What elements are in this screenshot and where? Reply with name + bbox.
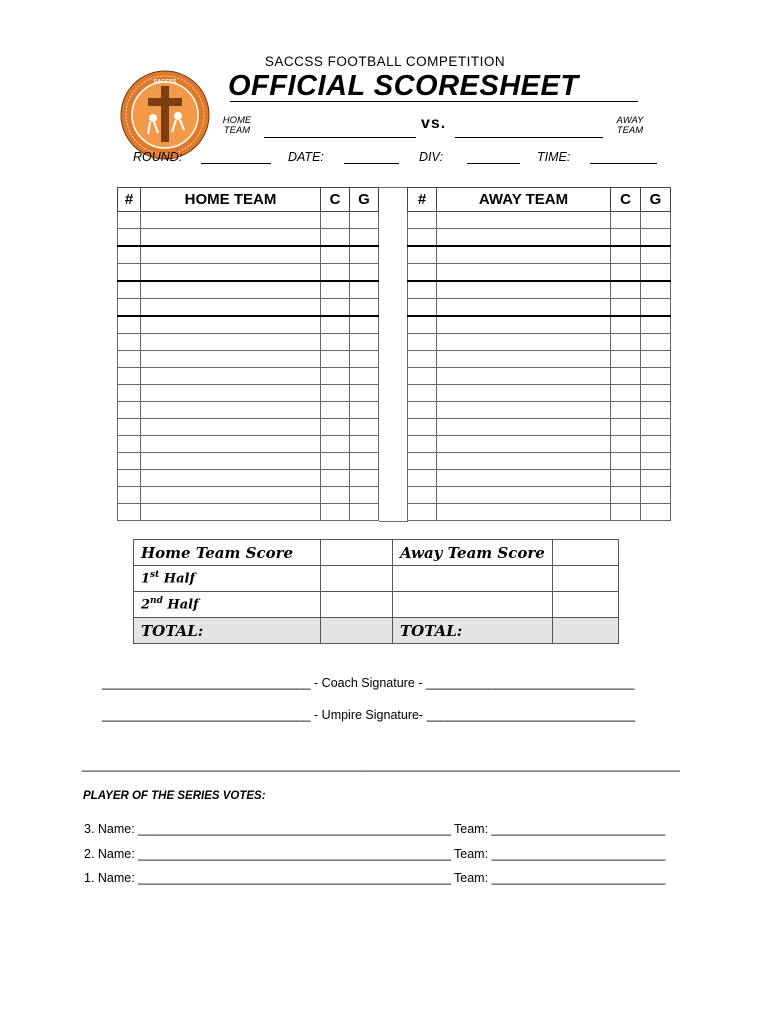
vote-team-2[interactable]: Team: _________________________ <box>454 847 666 861</box>
away-roster-row <box>408 385 671 402</box>
away-number-cell[interactable] <box>408 368 437 385</box>
away-roster-table <box>407 187 671 521</box>
home-total-cell[interactable] <box>321 618 393 644</box>
home-player-cell[interactable] <box>141 212 321 229</box>
table-divider-gap <box>379 187 408 522</box>
away-player-cell[interactable] <box>437 487 611 504</box>
home-score-header: Home Team Score <box>134 540 321 566</box>
home-roster-row <box>118 436 379 453</box>
away-player-cell[interactable] <box>437 351 611 368</box>
home-c-cell[interactable] <box>321 385 350 402</box>
second-half-suffix: nd <box>150 596 163 607</box>
home-roster-row <box>118 385 379 402</box>
home-player-cell[interactable] <box>141 246 321 264</box>
div-label: DIV: <box>419 150 444 164</box>
home-total-label: TOTAL: <box>134 618 321 644</box>
away-number-cell[interactable] <box>408 264 437 282</box>
home-player-cell[interactable] <box>141 402 321 419</box>
home-second-half-cell[interactable] <box>321 592 393 618</box>
home-roster-row <box>118 402 379 419</box>
home-g-cell[interactable] <box>350 487 379 504</box>
round-label: ROUND: <box>133 150 183 164</box>
home-number-cell[interactable] <box>118 246 141 264</box>
home-c-cell[interactable] <box>321 334 350 351</box>
away-g-cell[interactable] <box>641 504 671 521</box>
home-c-cell[interactable] <box>321 246 350 264</box>
home-roster-row <box>118 212 379 229</box>
home-g-cell[interactable] <box>350 229 379 247</box>
second-half-word: Half <box>162 597 199 613</box>
home-c-cell[interactable] <box>321 351 350 368</box>
away-c-cell[interactable] <box>611 368 641 385</box>
home-player-cell[interactable] <box>141 229 321 247</box>
home-roster-row <box>118 281 379 299</box>
away-roster-row <box>408 487 671 504</box>
saccss-logo <box>120 70 210 160</box>
away-number-cell[interactable] <box>408 487 437 504</box>
home-c-cell[interactable] <box>321 470 350 487</box>
away-c-cell[interactable] <box>611 246 641 264</box>
home-roster-table <box>117 187 379 521</box>
home-player-cell[interactable] <box>141 281 321 299</box>
away-c-cell[interactable] <box>611 487 641 504</box>
home-c-cell[interactable] <box>321 436 350 453</box>
home-g-cell[interactable] <box>350 419 379 436</box>
away-c-cell[interactable] <box>611 229 641 247</box>
away-roster-row <box>408 402 671 419</box>
home-number-cell[interactable] <box>118 470 141 487</box>
away-roster-row <box>408 470 671 487</box>
home-g-cell[interactable] <box>350 385 379 402</box>
home-number-cell[interactable] <box>118 334 141 351</box>
home-g-cell[interactable] <box>350 368 379 385</box>
home-c-cell[interactable] <box>321 402 350 419</box>
home-number-cell[interactable] <box>118 316 141 334</box>
away-number-cell[interactable] <box>408 385 437 402</box>
page-title: OFFICIAL SCORESHEET <box>228 70 579 102</box>
home-c-cell[interactable] <box>321 212 350 229</box>
away-c-cell[interactable] <box>611 281 641 299</box>
away-number-cell[interactable] <box>408 229 437 247</box>
home-player-cell[interactable] <box>141 351 321 368</box>
away-g-cell[interactable] <box>641 436 671 453</box>
away-player-cell[interactable] <box>437 229 611 247</box>
away-c-cell[interactable] <box>611 212 641 229</box>
home-g-cell[interactable] <box>350 402 379 419</box>
away-roster-row <box>408 453 671 470</box>
away-c-cell[interactable] <box>611 385 641 402</box>
home-c-cell[interactable] <box>321 229 350 247</box>
home-score-cell[interactable] <box>321 540 393 566</box>
home-number-header: # <box>118 188 141 212</box>
home-player-cell[interactable] <box>141 316 321 334</box>
home-team-header: HOME TEAM <box>141 188 321 212</box>
away-score-header: Away Team Score <box>393 540 553 566</box>
first-half-label <box>134 566 321 592</box>
time-label: TIME: <box>537 150 571 164</box>
votes-title: PLAYER OF THE SERIES VOTES: <box>83 790 266 802</box>
away-player-cell[interactable] <box>437 402 611 419</box>
away-second-half-cell[interactable] <box>553 592 619 618</box>
home-g-cell[interactable] <box>350 453 379 470</box>
home-player-cell[interactable] <box>141 385 321 402</box>
away-c-cell[interactable] <box>611 470 641 487</box>
away-roster-row <box>408 212 671 229</box>
vs-label: vs. <box>421 115 447 132</box>
away-c-cell[interactable] <box>611 334 641 351</box>
home-roster-row <box>118 487 379 504</box>
away-total-label: TOTAL: <box>393 618 553 644</box>
home-team-line[interactable] <box>264 137 416 138</box>
away-roster-row <box>408 229 671 247</box>
second-half-label <box>134 592 321 618</box>
first-half-number: 1 <box>141 571 151 587</box>
away-roster-row <box>408 419 671 436</box>
vote-name-2[interactable]: 2. Name: _____________________________________________ <box>84 847 452 861</box>
home-roster-row <box>118 368 379 385</box>
away-team-header: AWAY TEAM <box>437 188 611 212</box>
date-field[interactable] <box>344 163 399 164</box>
away-g-cell[interactable] <box>641 402 671 419</box>
home-number-cell[interactable] <box>118 264 141 282</box>
away-roster-row <box>408 264 671 282</box>
vote-team-1[interactable]: Team: _________________________ <box>454 871 666 885</box>
away-g-cell[interactable] <box>641 264 671 282</box>
away-roster-row <box>408 368 671 385</box>
home-g-cell[interactable] <box>350 299 379 317</box>
home-team-caption: HOME TEAM <box>222 115 252 136</box>
away-roster-row <box>408 316 671 334</box>
away-number-cell[interactable] <box>408 281 437 299</box>
away-roster-row <box>408 246 671 264</box>
home-player-cell[interactable] <box>141 504 321 521</box>
away-player-cell[interactable] <box>437 436 611 453</box>
away-player-cell[interactable] <box>437 453 611 470</box>
away-g-cell[interactable] <box>641 453 671 470</box>
away-g-cell[interactable] <box>641 212 671 229</box>
competition-name: SACCSS FOOTBALL COMPETITION <box>264 54 506 69</box>
home-roster-row <box>118 334 379 351</box>
first-half-word: Half <box>159 571 196 587</box>
umpire-signature-line[interactable]: ______________________________ - Umpire Signature- ______________________________ <box>102 708 636 722</box>
away-c-cell[interactable] <box>611 402 641 419</box>
home-g-cell[interactable] <box>350 264 379 282</box>
home-player-cell[interactable] <box>141 470 321 487</box>
away-g-cell[interactable] <box>641 470 671 487</box>
home-player-cell[interactable] <box>141 453 321 470</box>
away-player-cell[interactable] <box>437 316 611 334</box>
away-g-cell[interactable] <box>641 419 671 436</box>
away-c-cell[interactable] <box>611 351 641 368</box>
away-roster-row <box>408 334 671 351</box>
away-c-cell[interactable] <box>611 316 641 334</box>
away-g-cell[interactable] <box>641 316 671 334</box>
home-number-cell[interactable] <box>118 281 141 299</box>
home-g-cell[interactable] <box>350 436 379 453</box>
home-c-cell[interactable] <box>321 419 350 436</box>
away-g-cell[interactable] <box>641 368 671 385</box>
home-number-cell[interactable] <box>118 453 141 470</box>
away-number-cell[interactable] <box>408 402 437 419</box>
away-player-cell[interactable] <box>437 368 611 385</box>
away-g-cell[interactable] <box>641 246 671 264</box>
vote-team-3[interactable]: Team: _________________________ <box>454 822 666 836</box>
away-first-half-label <box>393 566 553 592</box>
home-number-cell[interactable] <box>118 368 141 385</box>
away-g-cell[interactable] <box>641 487 671 504</box>
home-roster-row <box>118 419 379 436</box>
home-c-header: C <box>321 188 350 212</box>
away-g-cell[interactable] <box>641 281 671 299</box>
away-number-cell[interactable] <box>408 419 437 436</box>
home-g-cell[interactable] <box>350 351 379 368</box>
away-number-cell[interactable] <box>408 470 437 487</box>
away-number-cell[interactable] <box>408 316 437 334</box>
away-number-cell[interactable] <box>408 504 437 521</box>
away-total-cell[interactable] <box>553 618 619 644</box>
logo-text: SACCSS <box>153 79 177 85</box>
away-c-cell[interactable] <box>611 419 641 436</box>
away-c-header: C <box>611 188 641 212</box>
away-g-cell[interactable] <box>641 351 671 368</box>
home-player-cell[interactable] <box>141 334 321 351</box>
away-player-cell[interactable] <box>437 504 611 521</box>
away-number-cell[interactable] <box>408 453 437 470</box>
away-player-cell[interactable] <box>437 334 611 351</box>
home-number-cell[interactable] <box>118 419 141 436</box>
home-roster-row <box>118 316 379 334</box>
away-number-cell[interactable] <box>408 299 437 317</box>
home-c-cell[interactable] <box>321 316 350 334</box>
home-roster-row <box>118 246 379 264</box>
home-g-cell[interactable] <box>350 504 379 521</box>
home-number-cell[interactable] <box>118 299 141 317</box>
away-number-cell[interactable] <box>408 334 437 351</box>
home-g-cell[interactable] <box>350 334 379 351</box>
away-roster-row <box>408 281 671 299</box>
home-number-cell[interactable] <box>118 385 141 402</box>
div-field[interactable] <box>467 163 520 164</box>
home-c-cell[interactable] <box>321 281 350 299</box>
away-number-cell[interactable] <box>408 351 437 368</box>
home-number-cell[interactable] <box>118 351 141 368</box>
home-player-cell[interactable] <box>141 436 321 453</box>
away-g-cell[interactable] <box>641 299 671 317</box>
home-number-cell[interactable] <box>118 402 141 419</box>
home-g-cell[interactable] <box>350 246 379 264</box>
away-roster-row <box>408 436 671 453</box>
away-c-cell[interactable] <box>611 264 641 282</box>
away-number-cell[interactable] <box>408 212 437 229</box>
home-player-cell[interactable] <box>141 419 321 436</box>
coach-signature-line[interactable]: ______________________________ - Coach Signature - ______________________________ <box>102 676 635 690</box>
home-number-cell[interactable] <box>118 436 141 453</box>
home-player-cell[interactable] <box>141 487 321 504</box>
home-roster-row <box>118 351 379 368</box>
away-number-cell[interactable] <box>408 246 437 264</box>
home-roster-row <box>118 453 379 470</box>
time-field[interactable] <box>590 163 657 164</box>
first-half-suffix: st <box>150 570 160 581</box>
vote-name-3[interactable]: 3. Name: _____________________________________________ <box>84 822 452 836</box>
home-c-cell[interactable] <box>321 504 350 521</box>
home-c-cell[interactable] <box>321 368 350 385</box>
away-player-cell[interactable] <box>437 419 611 436</box>
home-roster-row <box>118 229 379 247</box>
section-divider: ______________________________________________________________________________________ <box>82 758 680 772</box>
home-g-cell[interactable] <box>350 212 379 229</box>
home-c-cell[interactable] <box>321 453 350 470</box>
away-score-cell[interactable] <box>553 540 619 566</box>
away-player-cell[interactable] <box>437 281 611 299</box>
home-c-cell[interactable] <box>321 487 350 504</box>
title-underline <box>230 101 638 102</box>
away-g-cell[interactable] <box>641 229 671 247</box>
home-number-cell[interactable] <box>118 487 141 504</box>
home-g-cell[interactable] <box>350 281 379 299</box>
home-roster-row <box>118 504 379 521</box>
away-player-cell[interactable] <box>437 264 611 282</box>
away-number-cell[interactable] <box>408 436 437 453</box>
home-g-cell[interactable] <box>350 470 379 487</box>
home-c-cell[interactable] <box>321 264 350 282</box>
away-roster-row <box>408 504 671 521</box>
score-table <box>133 539 619 644</box>
away-player-cell[interactable] <box>437 385 611 402</box>
away-number-header: # <box>408 188 437 212</box>
home-number-cell[interactable] <box>118 229 141 247</box>
date-label: DATE: <box>288 150 324 164</box>
away-c-cell[interactable] <box>611 299 641 317</box>
home-player-cell[interactable] <box>141 368 321 385</box>
vote-name-1[interactable]: 1. Name: _____________________________________________ <box>84 871 452 885</box>
away-g-cell[interactable] <box>641 334 671 351</box>
away-player-cell[interactable] <box>437 299 611 317</box>
away-player-cell[interactable] <box>437 212 611 229</box>
away-player-cell[interactable] <box>437 246 611 264</box>
away-first-half-cell[interactable] <box>553 566 619 592</box>
home-player-cell[interactable] <box>141 299 321 317</box>
home-roster-row <box>118 299 379 317</box>
away-team-line[interactable] <box>455 137 603 138</box>
home-roster-row <box>118 470 379 487</box>
round-field[interactable] <box>201 163 271 164</box>
away-g-header: G <box>641 188 671 212</box>
away-player-cell[interactable] <box>437 470 611 487</box>
away-roster-row <box>408 299 671 317</box>
away-c-cell[interactable] <box>611 453 641 470</box>
home-first-half-cell[interactable] <box>321 566 393 592</box>
home-c-cell[interactable] <box>321 299 350 317</box>
home-g-header: G <box>350 188 379 212</box>
home-number-cell[interactable] <box>118 212 141 229</box>
away-c-cell[interactable] <box>611 436 641 453</box>
away-second-half-label <box>393 592 553 618</box>
home-g-cell[interactable] <box>350 316 379 334</box>
away-team-caption: AWAY TEAM <box>616 115 644 136</box>
away-g-cell[interactable] <box>641 385 671 402</box>
away-c-cell[interactable] <box>611 504 641 521</box>
away-roster-row <box>408 351 671 368</box>
home-player-cell[interactable] <box>141 264 321 282</box>
second-half-number: 2 <box>141 597 151 613</box>
home-number-cell[interactable] <box>118 504 141 521</box>
home-roster-row <box>118 264 379 282</box>
